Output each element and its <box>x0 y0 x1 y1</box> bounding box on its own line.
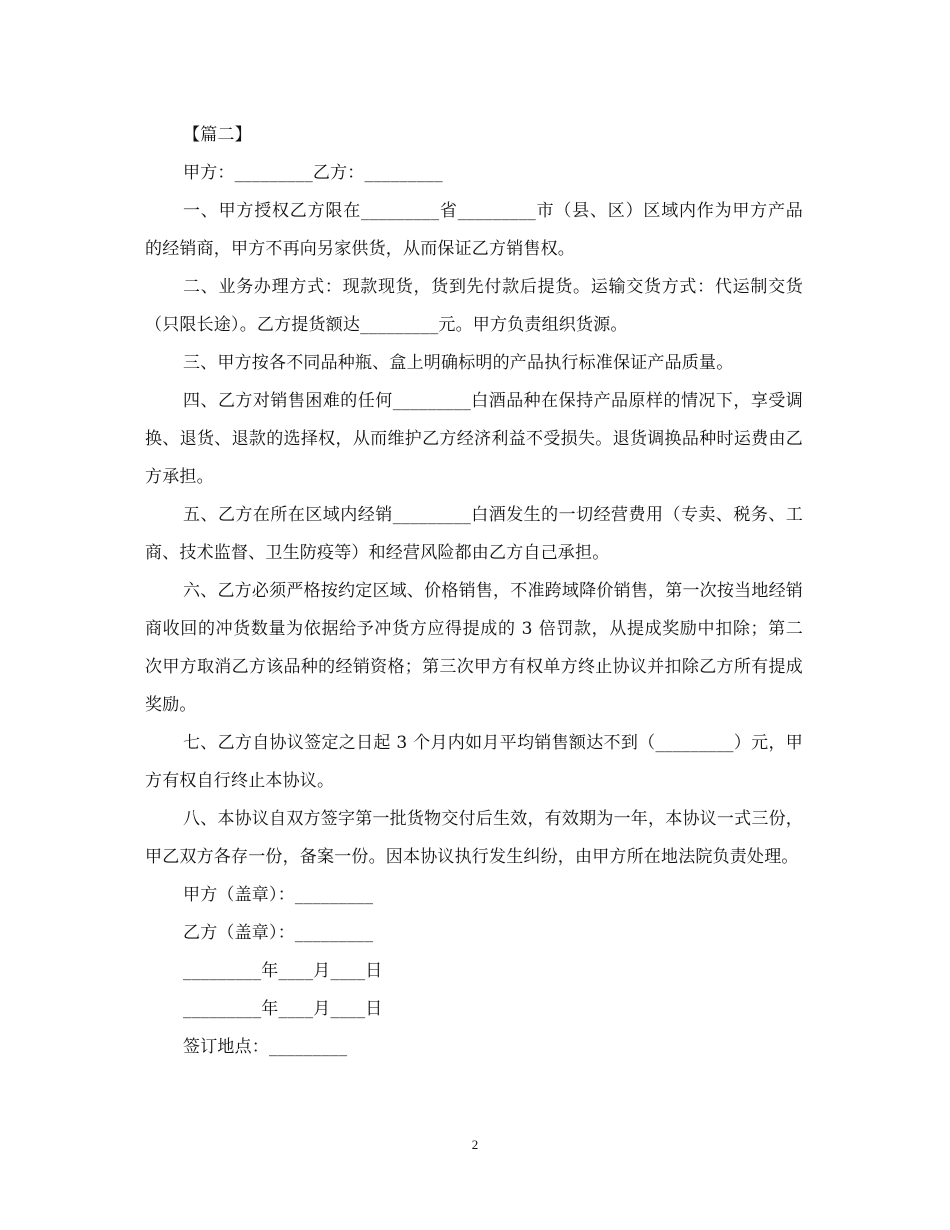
section-title: 【篇二】 <box>183 125 252 145</box>
party-b-seal-line: 乙方（盖章）：_________ <box>183 923 374 943</box>
clause-7: 七、乙方自协议签定之日起 3 个月内如月平均销售额达不到（_________）元，甲方有权自行终止本协议。 <box>145 733 803 791</box>
clause-1: 一、甲方授权乙方限在_________省_________市（县、区）区域内作为甲方产品的经销商，甲方不再向另家供货，从而保证乙方销售权。 <box>145 201 803 259</box>
signing-location-line: 签订地点：_________ <box>183 1037 348 1057</box>
party-a-seal-line: 甲方（盖章）：_________ <box>183 885 374 905</box>
document-body <box>145 116 803 1066</box>
date-line-1: _________年____月____日 <box>183 961 383 981</box>
clause-5: 五、乙方在所在区域内经销_________白酒发生的一切经营费用（专卖、税务、工商、技术监督、卫生防疫等）和经营风险都由乙方自己承担。 <box>145 505 803 563</box>
parties-line: 甲方：_________乙方：_________ <box>183 163 443 183</box>
clause-3: 三、甲方按各不同品种瓶、盒上明确标明的产品执行标准保证产品质量。 <box>183 353 734 373</box>
date-line-2: _________年____月____日 <box>183 999 383 1019</box>
clause-4: 四、乙方对销售困难的任何_________白酒品种在保持产品原样的情况下，享受调换、退货、退款的选择权，从而维护乙方经济利益不受损失。退货调换品种时运费由乙方承担。 <box>145 391 803 487</box>
clause-2: 二、业务办理方式：现款现货，货到先付款后提货。运输交货方式：代运制交货（只限长途）。乙方提货额达_________元。甲方负责组织货源。 <box>145 277 803 335</box>
clause-6: 六、乙方必须严格按约定区域、价格销售，不准跨域降价销售，第一次按当地经销商收回的冲货数量为依据给予冲货方应得提成的 3 倍罚款，从提成奖励中扣除；第二次甲方取消乙方该品种的经销资格；第三次甲方有权单方终止协议并扣除乙方所有提成奖励。 <box>145 581 803 715</box>
page-number: 2 <box>471 1137 479 1152</box>
clause-8: 八、本协议自双方签字第一批货物交付后生效，有效期为一年，本协议一式三份，甲乙双方各存一份，备案一份。因本协议执行发生纠纷，由甲方所在地法院负责处理。 <box>145 809 803 867</box>
